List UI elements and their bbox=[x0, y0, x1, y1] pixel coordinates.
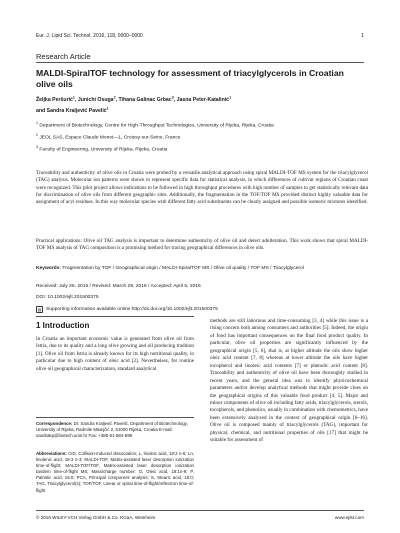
header-divider bbox=[36, 62, 364, 63]
copyright: © 2016 WILEY-VCH Verlag GmbH & Co. KGaA, Weinheim bbox=[36, 515, 156, 520]
author: and Sandra Kraljević Pavelić$^1$ bbox=[36, 105, 109, 114]
keywords-text: Fragmentation by TOF / Geographical origin / MALDI-SpiralTOF MS / Olive oil quality / TOF MS / Triacylglycerol bbox=[62, 266, 304, 271]
page-number: 1 bbox=[361, 33, 364, 39]
journal-url[interactable]: www.ejlst.com bbox=[334, 515, 364, 520]
abbreviations bbox=[36, 451, 194, 494]
correspondence-label: Correspondence: bbox=[36, 421, 73, 426]
author: Jasna Peter-Katalinić$^1$ bbox=[176, 95, 232, 103]
doi: DOI: 10.1002/ejlt.201500375 bbox=[36, 295, 99, 300]
keywords bbox=[36, 265, 364, 272]
section-heading: 1 Introduction bbox=[36, 321, 90, 330]
affiliations bbox=[36, 119, 366, 154]
running-header bbox=[36, 33, 364, 39]
affiliation: $^1$ Department of Biotechnology, Centre for High-Throughput Technologies, University of Rijeka, Rijeka, Croatia bbox=[36, 121, 274, 129]
author-list bbox=[36, 93, 366, 115]
journal-citation: Eur. J. Lipid Sci. Technol. 2016, 118, 0000–0000 bbox=[36, 33, 143, 39]
supporting-information[interactable] bbox=[36, 306, 218, 313]
correspondence bbox=[36, 421, 194, 439]
correspondence-text: Dr. Sandra Kraljević Pavelić, Department of Biotechnology, University of Rijeka, Radmile Matejčić 2, 51000 Rijeka, Croatia E-mail: sandrakp@biotech.uniri.hr Fax: +385-51-584-599 bbox=[36, 421, 188, 439]
document-icon: ▤ bbox=[37, 307, 42, 312]
article-type: Research Article bbox=[36, 52, 91, 61]
intro-left-column: In Croatia an important economic value is generated from olive oil from Istria, due to its quality and a long olive growing and oil producing tradition [1]. Olive oil from Istria is already known for its high nutritional quality, in particular due to high content of oleic acid [2]. Nevertheless, for routine olive oil geographical characterization, standard analytical bbox=[36, 336, 194, 372]
page-footer bbox=[36, 515, 364, 520]
affiliation: $^2$ JEOL SAS, Espace Claude Monet—1, Croissy-sur-Seine, France bbox=[36, 132, 181, 141]
supporting-information-link[interactable]: Supporting information available online http://dx.doi.org/10.1002/ejlt.201500375 bbox=[46, 307, 218, 312]
practical-applications: Practical applications: Olive oil TAG analysis is important to determine authenticity of olive oil and detect adulteration. This work shows that spiral MALDI-TOF MS analysis of TAG composition is a promising method for tracing geographical differences in olive oils. bbox=[36, 238, 368, 252]
footnote-divider bbox=[36, 417, 194, 418]
section-divider bbox=[36, 316, 194, 317]
article-dates: Received: July 26, 2015 / Revised: March 29, 2016 / Accepted: April 5, 2016 bbox=[36, 284, 201, 289]
keywords-label: Keywords: bbox=[36, 266, 62, 271]
author: Željka Peršurić$^1$, bbox=[36, 95, 78, 103]
abbreviations-label: Abbreviations: bbox=[36, 451, 67, 456]
author: Tihana Galinac Grbac$^3$, bbox=[118, 95, 177, 103]
footer-divider bbox=[36, 510, 364, 511]
abstract: Traceability and authenticity of olive oils in Croatia were probed by a versatile analytical approach using spiral MALDI-TOF MS system for the triacylglycerol (TAG) analysis. Molecular ion patterns were shown to represent specific data for statistical analysis, in which differences of cultivar regions of Croatian coast were recognized. This pilot project allows indications to be followed in high throughput procedures with high number of samples to get statistically relevant data for discrimination of olive oils from different geographic sites. Additionally, the fragmentation in the TOF/TOF MS provided distinct highly valuable data for assignment of acyl residues. In this way molecular species with different fatty acid substituents can be clearly assigned and possible isomeric mixtures identified. bbox=[36, 170, 368, 206]
affiliation: $^3$ Faculty of Engineering, University of Rijeka, Rijeka, Croatia bbox=[36, 144, 168, 153]
article-title: MALDI-SpiralTOF technology for assessment of triacylglycerols in Croatian olive oils bbox=[36, 68, 344, 89]
intro-right-column: methods are still laborious and time-consuming [3, 4] while this issue is a rising concern both among consumers and authorities [5]. Indeed, the origin of food has important consequences on the final food product quality. In particular, olive oil properties are significantly influenced by the geographical origin [5, 6], that is, at higher altitude the oils show higher oleic acid content [7, 8] whereas at lower altitude the oils have higher tocopherol and linoleic acid contents [7] or phenolic acid content [8]. Traceability and authenticity of olive oil have been thoroughly studied in recent years, and the general idea was to identify physicochemical parameters and/or develop analytical methods that might provide clues on the geographical origins of this valuable food product [4, 5]. Major and minor components of olive oil including fatty acids, triacylglycerols, sterols, tocopherols, and phenolics, usually in combination with chemometrics, have been extensively analyzed in the context of geographical origin [6–16]. Olive oil is composed mainly of triacylglycerols (TAG), important for physical, chemical, and nutritional properties of oils [17] that might be suitable for assessment of bbox=[210, 318, 368, 444]
author: Junichi Osuga$^2$, bbox=[77, 95, 119, 103]
abbreviations-text: CID, Collision-induced dissociation; L, linoleic acid, 18:2 n-6; Ln, linolenic acid, 18:3 n-3; MALDI-TOF, Matrix-assisted laser desorption ionization time-of-flight; MALDI-TOF/TOF, Matrix-assisted laser desorption ionization tandem time-of-flight MS; Mass/charge number; O, Oleic acid, 18:1n-9; P, Palmitic acid, 16:0; PCA, Principal component analysis; S, Stearic acid, 18:0; TAG, Triacylglycerol(s); TOF/TOF, Linear or spiral time-of-flight/reflectron time-of-flight bbox=[36, 451, 194, 493]
